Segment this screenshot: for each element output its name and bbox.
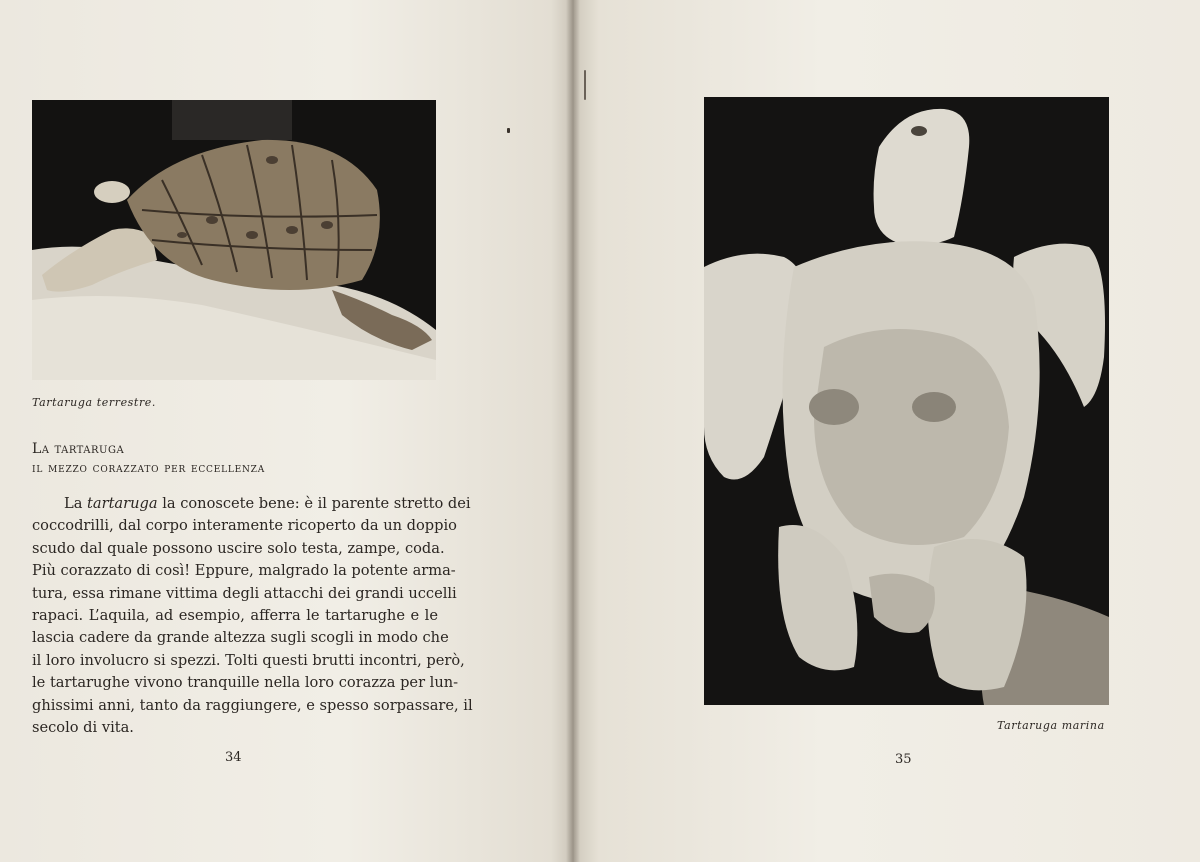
text-line: rapaci. L’aquila, ad esempio, afferra le tartarughe e le bbox=[32, 607, 438, 625]
sea-turtle-caption: Tartaruga marina bbox=[997, 719, 1105, 732]
land-tortoise-illustration bbox=[32, 100, 436, 380]
section-subtitle: il mezzo corazzato per eccellenza bbox=[32, 461, 266, 476]
text-line: il loro involucro si spezzi. Tolti questi brutti incontri, però, bbox=[32, 651, 465, 669]
land-tortoise-caption: Tartaruga terrestre. bbox=[32, 396, 157, 409]
text-line: Più corazzato di così! Eppure, malgrado la potente arma- bbox=[32, 562, 456, 580]
sea-turtle-illustration bbox=[704, 97, 1109, 705]
paper-speck bbox=[507, 128, 510, 133]
land-tortoise-photo bbox=[32, 100, 436, 380]
text-line: ghissimi anni, tanto da raggiungere, e spesso sorpassare, il bbox=[32, 696, 473, 714]
section-title: La tartaruga bbox=[32, 441, 125, 457]
body-paragraph bbox=[32, 493, 473, 739]
left-page bbox=[0, 0, 574, 862]
text-line: lascia cadere da grande altezza sugli scogli in modo che bbox=[32, 629, 449, 647]
text-line: coccodrilli, dal corpo interamente ricoperto da un doppio bbox=[32, 517, 457, 535]
text-line: le tartarughe vivono tranquille nella loro corazza per lun- bbox=[32, 674, 459, 692]
page-number-left: 34 bbox=[225, 750, 242, 765]
paper-mark bbox=[584, 70, 586, 100]
page-number-right: 35 bbox=[895, 752, 912, 767]
book-gutter bbox=[566, 0, 580, 862]
text-line: scudo dal quale possono uscire solo testa, zampe, coda. bbox=[32, 539, 445, 557]
text-line: tura, essa rimane vittima degli attacchi dei grandi uccelli bbox=[32, 584, 457, 602]
sea-turtle-photo bbox=[704, 97, 1109, 705]
section-heading bbox=[32, 440, 265, 478]
text-line: La tartaruga la conoscete bene: è il parente stretto dei bbox=[64, 495, 471, 512]
text-line: secolo di vita. bbox=[32, 719, 134, 737]
